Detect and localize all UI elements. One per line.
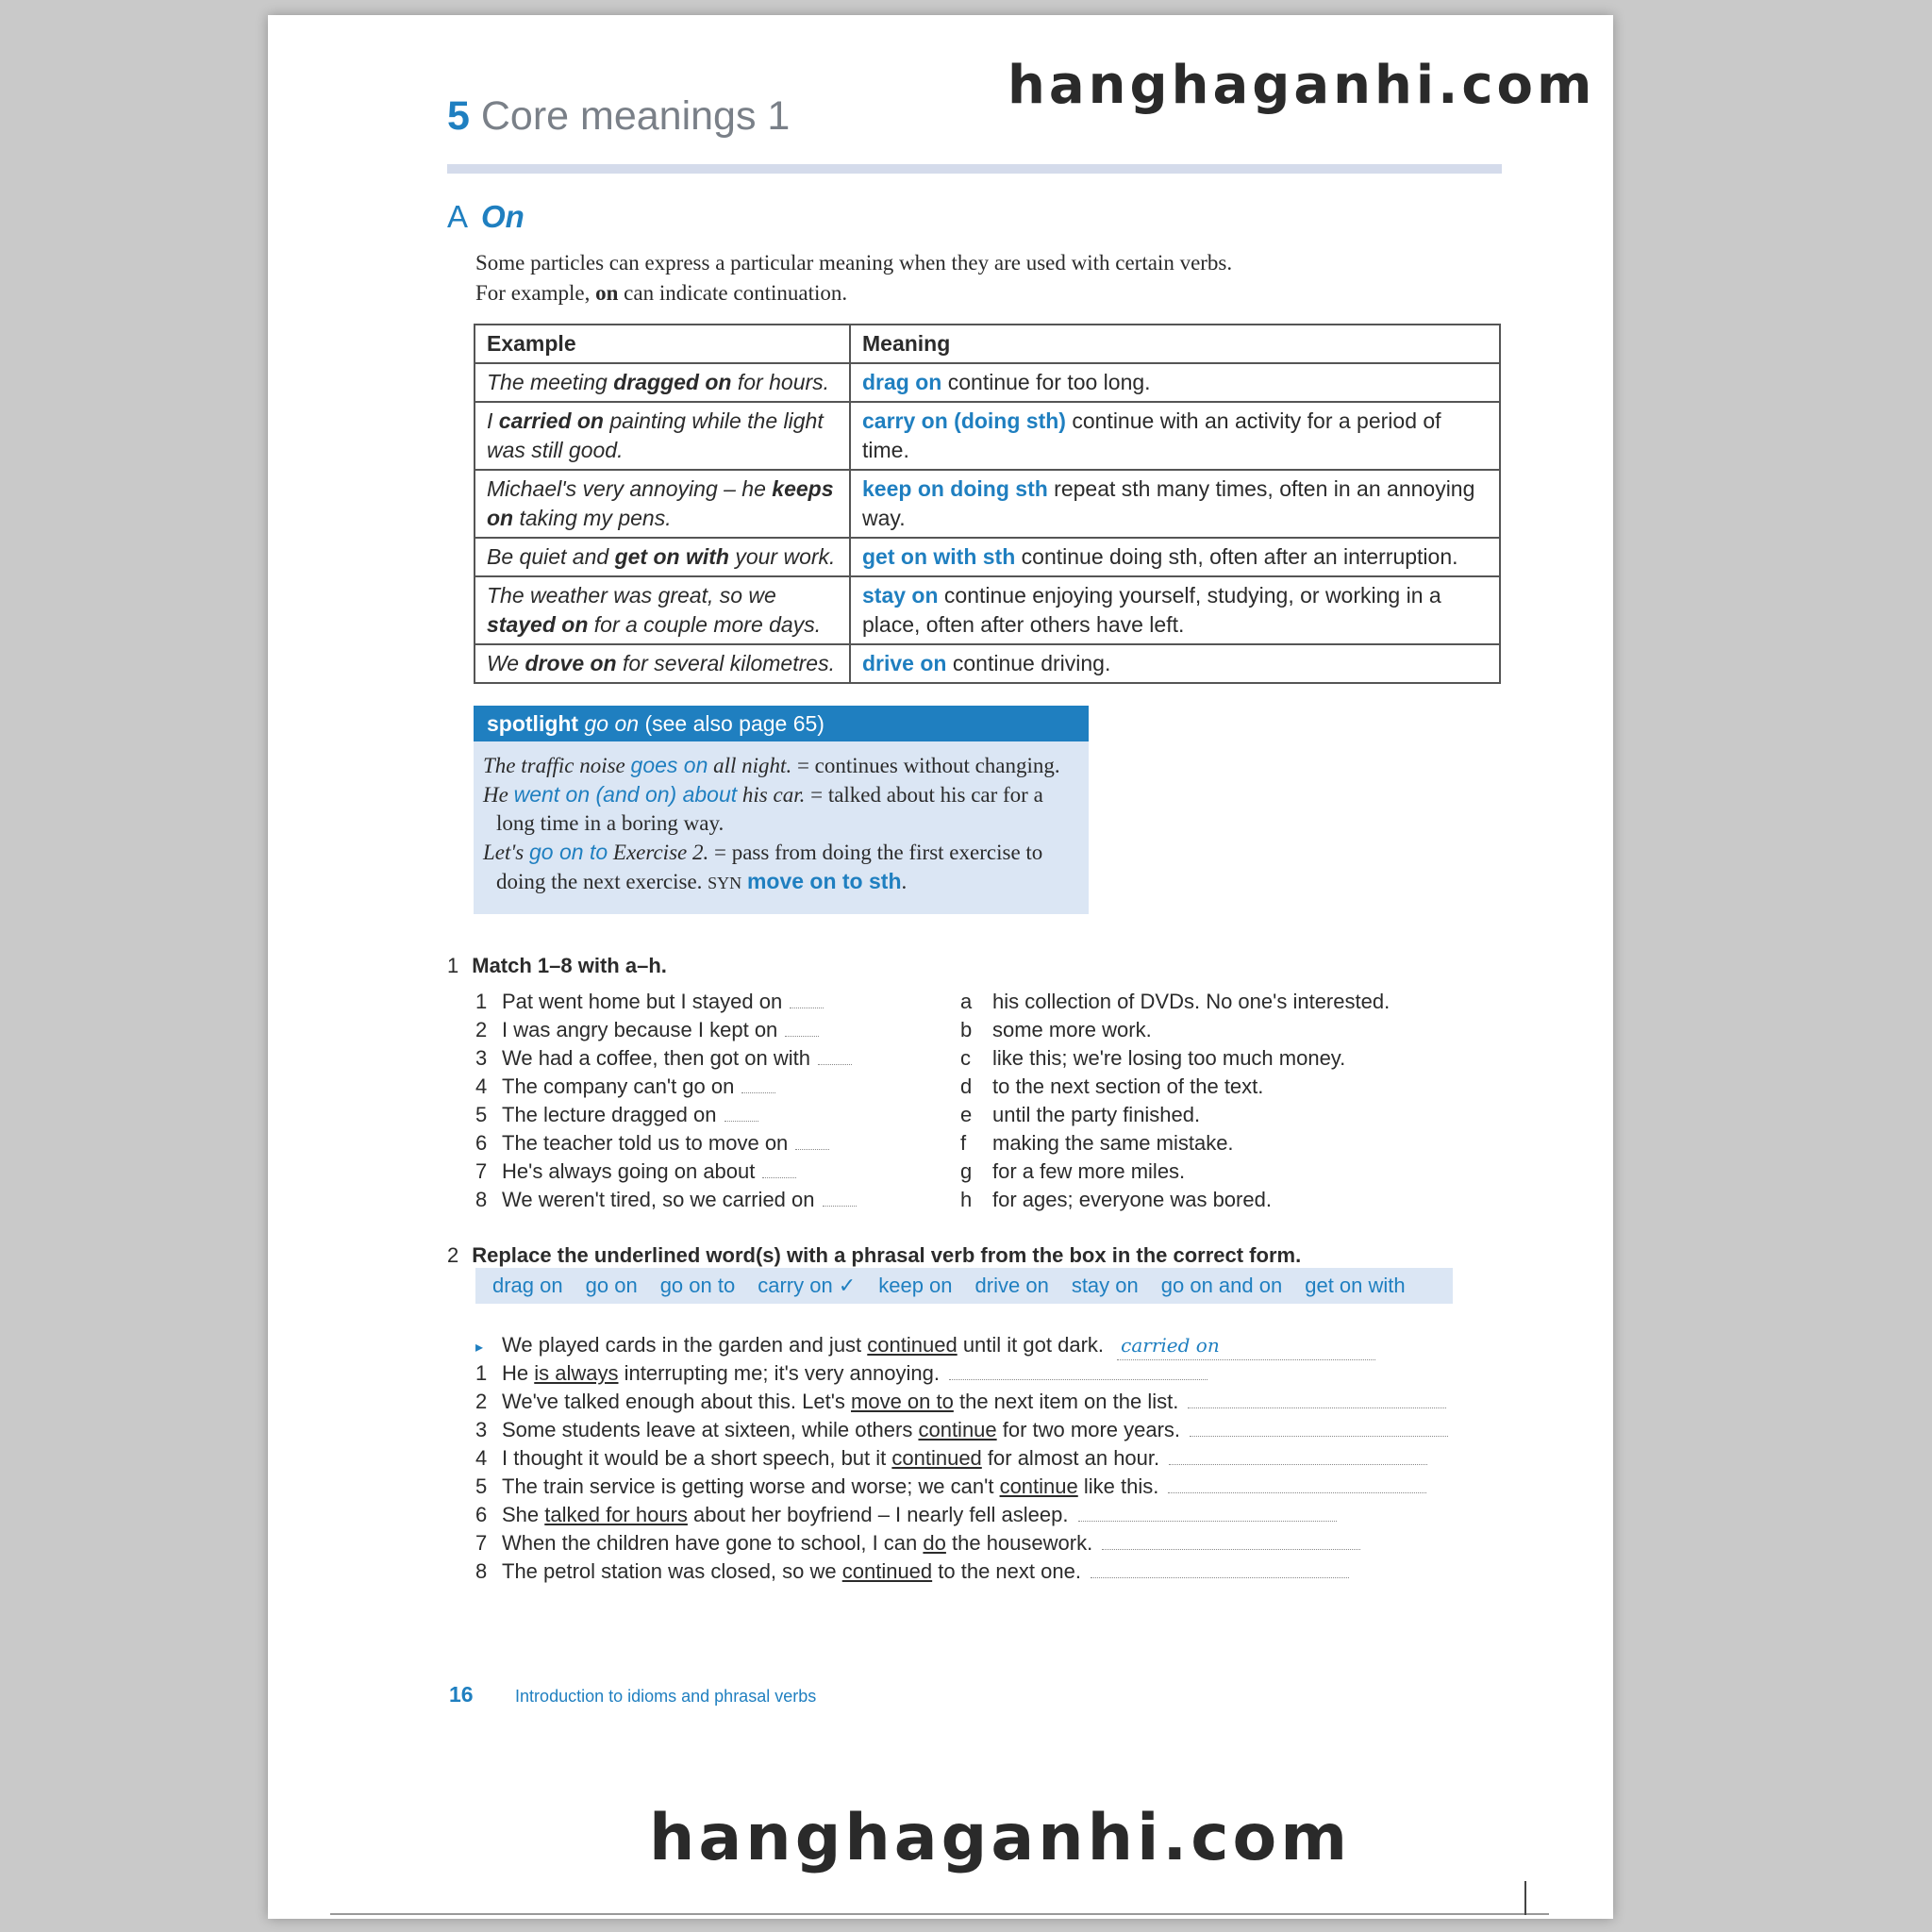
match-item: [960, 1101, 1390, 1129]
unit-title: Core meanings 1: [480, 93, 791, 139]
exercise-item: [475, 1359, 1448, 1388]
answer-blank[interactable]: [823, 1189, 857, 1207]
exercise-item: [475, 1388, 1448, 1416]
margin-mark: [1524, 1881, 1526, 1915]
example-text: for hours.: [731, 370, 830, 394]
table-header: Example: [475, 325, 850, 363]
item-number: 6: [475, 1131, 488, 1155]
item-letter: c: [960, 1046, 971, 1070]
word-box-item: drive on: [974, 1274, 1049, 1297]
underlined-word: do: [923, 1531, 946, 1555]
item-text: for ages; everyone was bored.: [992, 1188, 1272, 1211]
match-item: [960, 1186, 1390, 1214]
item-text: to the next section of the text.: [992, 1074, 1264, 1098]
item-number: 5: [475, 1474, 488, 1498]
word-box-item: go on to: [659, 1274, 736, 1297]
watermark-bottom: hanghaganhi.com: [649, 1801, 1352, 1875]
sentence-text: We've talked enough about this. Let's: [502, 1390, 852, 1413]
sentence-text: the next item on the list.: [953, 1390, 1179, 1413]
spotlight-line: [483, 838, 1079, 867]
table-row: [475, 644, 1500, 683]
item-letter: b: [960, 1018, 973, 1041]
intro-bold: on: [595, 281, 619, 305]
spotlight-ref: (see also page 65): [644, 711, 824, 736]
word-box-item: carry on ✓: [758, 1274, 857, 1297]
meaning-term-paren: (doing sth): [947, 408, 1066, 433]
spotlight-text: his car.: [737, 783, 806, 807]
word-box-item: go on: [585, 1274, 638, 1297]
answer-blank[interactable]: [762, 1160, 796, 1178]
meaning-cell: [850, 363, 1500, 402]
underlined-word: is always: [534, 1361, 619, 1385]
meaning-text: continue for too long.: [941, 370, 1151, 394]
page-footer: [449, 1682, 816, 1707]
item-text: Pat went home but I stayed on: [502, 990, 783, 1013]
sentence-text: interrupting me; it's very annoying.: [618, 1361, 940, 1385]
item-text: We weren't tired, so we carried on: [502, 1188, 815, 1211]
sentence-text: He: [502, 1361, 535, 1385]
match-item: [475, 1044, 857, 1073]
meaning-text: continue with an activity for a period of time.: [862, 408, 1441, 462]
item-number: 3: [475, 1046, 488, 1070]
spotlight-text: doing the next exercise.: [496, 870, 703, 893]
answer-line[interactable]: [1190, 1419, 1448, 1437]
item-number: 2: [475, 1390, 488, 1413]
word-box: [475, 1268, 1453, 1304]
table-row: [475, 363, 1500, 402]
sentence-text: about her boyfriend – I nearly fell asleep.: [687, 1503, 1069, 1526]
item-text: The teacher told us to move on: [502, 1131, 789, 1155]
match-item: [960, 1073, 1390, 1101]
book-title: Introduction to idioms and phrasal verbs: [515, 1687, 817, 1706]
bottom-rule: [330, 1913, 1549, 1915]
spotlight-label: spotlight: [487, 711, 579, 736]
exercise-item: [475, 1529, 1448, 1557]
exercise-2-example: [475, 1331, 1375, 1362]
spotlight-text: = continues without changing.: [791, 754, 1060, 777]
spotlight-text: Exercise 2.: [608, 841, 709, 864]
example-cell: [475, 644, 850, 683]
item-number: 4: [475, 1446, 488, 1470]
meaning-cell: [850, 538, 1500, 576]
sentence-text: I thought it would be a short speech, but it: [502, 1446, 892, 1470]
underlined-word: talked for hours: [544, 1503, 688, 1526]
section-intro: [475, 248, 1232, 308]
exercise-item: [475, 1473, 1448, 1501]
item-letter: g: [960, 1159, 973, 1183]
exercise-title: Replace the underlined word(s) with a phrasal verb from the box in the correct form.: [472, 1243, 1302, 1267]
underlined-word: continued: [867, 1333, 958, 1357]
table-header-row: [475, 325, 1500, 363]
spotlight-text: The traffic noise: [483, 754, 631, 777]
example-text: Be quiet and: [487, 544, 615, 569]
answer-line[interactable]: [1078, 1504, 1337, 1522]
match-item: [960, 1158, 1390, 1186]
example-text: The meeting: [487, 370, 614, 394]
word-box-item: keep on: [878, 1274, 953, 1297]
underlined-word: continued: [891, 1446, 982, 1470]
spotlight-phrase: went on (and on) about: [513, 782, 738, 807]
example-cell: [475, 470, 850, 538]
item-text: until the party finished.: [992, 1103, 1201, 1126]
item-number: 6: [475, 1503, 488, 1526]
table-row: [475, 538, 1500, 576]
item-number: 7: [475, 1531, 488, 1555]
example-cell: [475, 363, 850, 402]
sentence-text: Some students leave at sixteen, while others: [502, 1418, 919, 1441]
example-verb: dragged on: [613, 370, 732, 394]
meaning-term: drag on: [862, 370, 942, 394]
sentence-text: She: [502, 1503, 545, 1526]
synonym-term: move on to sth: [746, 869, 902, 893]
word-box-item: drag on: [492, 1274, 563, 1297]
sentence-text: until it got dark.: [957, 1333, 1105, 1357]
match-item: [960, 1129, 1390, 1158]
example-text: taking my pens.: [513, 506, 672, 530]
example-verb: stayed on: [487, 612, 589, 637]
sentence-text: for almost an hour.: [981, 1446, 1160, 1470]
item-text: some more work.: [992, 1018, 1152, 1041]
answer-blank[interactable]: [795, 1132, 829, 1150]
match-item: [475, 988, 857, 1016]
meaning-term: drive on: [862, 651, 947, 675]
item-text: like this; we're losing too much money.: [992, 1046, 1346, 1070]
item-letter: h: [960, 1188, 973, 1211]
exercise-item: [475, 1557, 1448, 1586]
exercise-item: [475, 1416, 1448, 1444]
spotlight-body: [474, 741, 1089, 914]
exercise-item: [475, 1501, 1448, 1529]
word-box-item: get on with: [1305, 1274, 1406, 1297]
table-row: [475, 470, 1500, 538]
spotlight-header: [474, 706, 1089, 741]
section-letter: A: [447, 199, 469, 234]
underlined-word: move on to: [851, 1390, 954, 1413]
meaning-text: continue enjoying yourself, studying, or working in a place, often after others have left.: [862, 583, 1441, 637]
match-item: [960, 988, 1390, 1016]
heading-rule: [447, 164, 1502, 174]
exercise-number: 2: [447, 1243, 459, 1267]
exercise-1-heading: [447, 952, 667, 980]
item-number: 3: [475, 1418, 488, 1441]
spotlight-text: Let's: [483, 841, 530, 864]
example-text: Michael's very annoying – he: [487, 476, 773, 501]
match-item: [960, 1044, 1390, 1073]
sentence-text: for two more years.: [996, 1418, 1181, 1441]
example-cell: [475, 402, 850, 470]
item-letter: f: [960, 1131, 967, 1155]
item-letter: e: [960, 1103, 973, 1126]
item-text: We had a coffee, then got on with: [502, 1046, 810, 1070]
answer-line[interactable]: [1188, 1391, 1446, 1408]
spotlight-phrase: goes on: [630, 753, 708, 777]
item-text: making the same mistake.: [992, 1131, 1234, 1155]
match-item: [475, 1073, 857, 1101]
meaning-text: continue driving.: [946, 651, 1111, 675]
intro-line-1: Some particles can express a particular meaning when they are used with certain verbs.: [475, 251, 1233, 275]
sentence-text: We played cards in the garden and just: [502, 1333, 868, 1357]
spotlight-text: = talked about his car for a: [805, 783, 1043, 807]
example-text: for a couple more days.: [588, 612, 822, 637]
intro-line-2: [475, 278, 1232, 308]
meaning-cell: [850, 576, 1500, 644]
spotlight-line: [483, 751, 1079, 780]
item-number: 1: [475, 990, 488, 1013]
meaning-term: get on with sth: [862, 544, 1016, 569]
item-text: his collection of DVDs. No one's interested.: [992, 990, 1391, 1013]
spotlight-text: .: [901, 870, 908, 893]
match-item: [475, 1186, 857, 1214]
match-item: [475, 1016, 857, 1044]
answer-line[interactable]: [949, 1362, 1208, 1380]
meaning-cell: [850, 644, 1500, 683]
item-letter: d: [960, 1074, 973, 1098]
item-number: 7: [475, 1159, 488, 1183]
match-left-list: [475, 988, 857, 1214]
answer-line[interactable]: [1117, 1331, 1375, 1360]
example-verb: keeps on: [487, 476, 834, 530]
table-header: Meaning: [850, 325, 1500, 363]
spotlight-phrase: go on to: [529, 840, 608, 864]
spotlight-phrase: go on: [584, 711, 640, 736]
example-text: painting while the light was still good.: [487, 408, 824, 462]
table-row: [475, 576, 1500, 644]
sentence-text: the housework.: [945, 1531, 1093, 1555]
match-item: [475, 1101, 857, 1129]
example-cell: [475, 576, 850, 644]
unit-number: 5: [447, 93, 470, 139]
answer-blank[interactable]: [790, 991, 824, 1008]
spotlight-text: = pass from doing the first exercise to: [708, 841, 1043, 864]
exercise-2-heading: [447, 1241, 1301, 1270]
sentence-text: to the next one.: [932, 1559, 1081, 1583]
intro-text: can indicate continuation.: [624, 281, 848, 305]
sentence-text: The petrol station was closed, so we: [502, 1559, 842, 1583]
item-text: The lecture dragged on: [502, 1103, 717, 1126]
handwritten-answer: carried on: [1121, 1334, 1220, 1357]
match-item: [475, 1129, 857, 1158]
exercise-2-items: [475, 1359, 1448, 1586]
table-row: [475, 402, 1500, 470]
example-text: We: [487, 651, 525, 675]
item-text: for a few more miles.: [992, 1159, 1186, 1183]
answer-blank[interactable]: [785, 1019, 819, 1037]
example-verb: drove on: [525, 651, 617, 675]
textbook-page: [268, 15, 1613, 1919]
example-cell: [475, 538, 850, 576]
example-text: for several kilometres.: [616, 651, 835, 675]
underlined-word: continued: [841, 1559, 933, 1583]
spotlight-line: [483, 780, 1079, 809]
sentence-text: When the children have gone to school, I can: [502, 1531, 924, 1555]
meaning-term: stay on: [862, 583, 939, 608]
item-number: 8: [475, 1559, 488, 1583]
example-text: I: [487, 408, 499, 433]
answer-blank[interactable]: [724, 1104, 758, 1122]
answer-blank[interactable]: [741, 1075, 775, 1093]
item-letter: a: [960, 990, 973, 1013]
watermark-top: hanghaganhi.com: [1008, 55, 1596, 116]
item-number: 2: [475, 1018, 488, 1041]
example-verb: carried on: [498, 408, 604, 433]
meaning-text: repeat sth many times, often in an annoying way.: [862, 476, 1475, 530]
examples-table: [474, 324, 1501, 684]
exercise-title: Match 1–8 with a–h.: [472, 954, 667, 977]
intro-text: For example,: [475, 281, 591, 305]
answer-line[interactable]: [1169, 1447, 1427, 1465]
syn-label: SYN: [708, 874, 742, 892]
example-text: your work.: [728, 544, 836, 569]
item-text: I was angry because I kept on: [502, 1018, 778, 1041]
page-number: 16: [449, 1682, 474, 1707]
underlined-word: continue: [999, 1474, 1078, 1498]
sentence-text: The train service is getting worse and worse; we can't: [502, 1474, 1000, 1498]
answer-line[interactable]: [1091, 1560, 1349, 1578]
example-marker-icon: ▸: [475, 1340, 484, 1356]
match-item: [475, 1158, 857, 1186]
item-number: 5: [475, 1103, 488, 1126]
exercise-item: [475, 1444, 1448, 1473]
answer-line[interactable]: [1102, 1532, 1360, 1550]
word-box-item: stay on: [1071, 1274, 1139, 1297]
match-right-list: [960, 988, 1390, 1214]
meaning-term: keep on doing sth: [862, 476, 1048, 501]
spotlight-text: He: [483, 783, 514, 807]
meaning-cell: [850, 470, 1500, 538]
answer-line[interactable]: [1168, 1475, 1426, 1493]
word-box-item: go on and on: [1160, 1274, 1283, 1297]
answer-blank[interactable]: [818, 1047, 852, 1065]
meaning-cell: [850, 402, 1500, 470]
item-number: 1: [475, 1361, 488, 1385]
unit-heading: [447, 92, 790, 140]
section-title: On: [481, 199, 525, 234]
exercise-number: 1: [447, 954, 459, 977]
section-a-heading: [447, 198, 525, 236]
item-number: 8: [475, 1188, 488, 1211]
sentence-text: like this.: [1077, 1474, 1159, 1498]
example-text: The weather was great, so we: [487, 583, 776, 608]
spotlight-text: all night.: [708, 754, 792, 777]
match-item: [960, 1016, 1390, 1044]
meaning-text: continue doing sth, often after an interruption.: [1015, 544, 1458, 569]
item-number: 4: [475, 1074, 488, 1098]
meaning-term: carry on: [862, 408, 948, 433]
spotlight-line: [483, 867, 1079, 897]
item-text: He's always going on about: [502, 1159, 756, 1183]
underlined-word: continue: [918, 1418, 997, 1441]
example-verb: get on with: [614, 544, 729, 569]
spotlight-line: long time in a boring way.: [496, 811, 724, 835]
item-text: The company can't go on: [502, 1074, 735, 1098]
